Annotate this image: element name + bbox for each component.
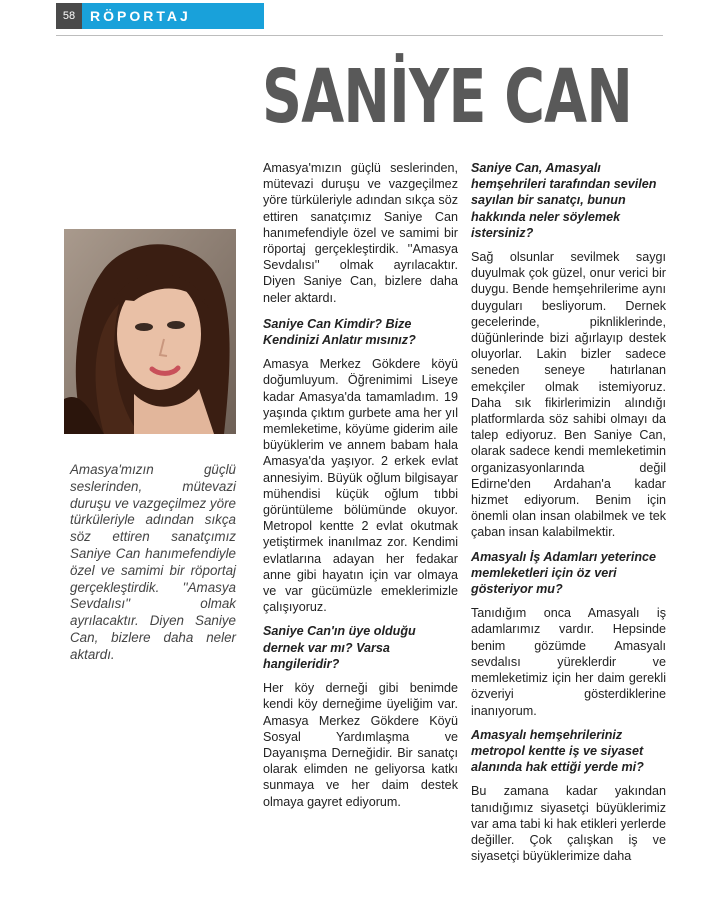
question-5: Amasyalı hemşehrileriniz metropol kentte iş ve siyaset alanında hak ettiği yerde mi? [471, 727, 644, 775]
answer-2: Her köy derneği gibi benimde kendi köy derneğime üyeliğim var. Amasya Merkez Gökdere Köyü Sosyal Yardımlaşma ve Dayanışma Derneğidir. Bir sanatçı olarak elimden ne geliyorsa katkı sunmaya ve her daim destek olmaya gayret ediyorum. [263, 681, 458, 809]
question-3: Saniye Can, Amasyalı hemşehrileri tarafından sevilen sayılan bir sanatçı, bunun hakkında neler söylemek istersiniz? [471, 161, 657, 240]
article-title: SANİYE CAN [262, 54, 633, 140]
portrait-image [64, 229, 236, 434]
question-4: Amasyalı İş Adamları yeterince memleketleri için öz veri gösteriyor mu? [471, 549, 657, 597]
page-header [56, 3, 264, 29]
answer-5: Bu zamana kadar yakından tanıdığımız siyasetçi büyüklerimiz var ama tabi ki hak etikleri yerlerde değiller. Çok çalışkan iş ve siyasetçi büyüklerimize daha [471, 784, 666, 864]
portrait-photo [64, 229, 236, 434]
page-number: 58 [56, 3, 82, 29]
section-label: RÖPORTAJ [82, 3, 264, 29]
column-right [471, 160, 666, 872]
column-middle [263, 160, 458, 818]
answer-3: Sağ olsunlar sevilmek saygı duyulmak çok güzel, onur verici bir duygu. Bende hemşehrilerime aynı duyguları besliyorum. Dernek gecelerinde, piknliklerinde, düğünlerinde bizi ağırlayıp destek oluyorlar. Lakin bizler sadece seneden seneye hatırlanan emekçiler olmak istemiyoruz. Daha sık fikirlerimizin alındığı platformlarda söz sahibi olmayı da talep ediyoruz. Ben Saniye Can, olarak sadece kendi memleketimin organizasyonlarında değil Edirne'den Ardahan'a kadar hizmet ediyorum. Benim için önemli olan insan olabilmek ve tek çaban insan kalabilmektir. [471, 250, 666, 540]
article-intro: Amasya'mızın güçlü seslerinden, mütevazi duruşu ve vazgeçilmez yöre türküleriyle adından sıkça söz ettiren sanatçımız Saniye Can hanımefendiyle özel ve samimi bir röportaj gerçekleştirdik. ''Amasya Sevdalısı'' olmak ayrılacaktır. Diyen Saniye Can, bizlere daha neler aktardı. [263, 161, 458, 305]
answer-4: Tanıdığım onca Amasyalı iş adamlarımız vardır. Hepsinde benim gözümde Amasyalı sevdalısı yüreklerdir ve memleketimiz için her daim gerekli özveriyi gösterdiklerine inanıyorum. [471, 606, 666, 718]
photo-caption: Amasya'mızın güçlü seslerinden, mütevazi duruşu ve vazgeçilmez yöre türküleriyle adından sıkça söz ettiren sanatçımız Saniye Can hanımefendiyle özel ve samimi bir röportaj gerçekleştirdik. ''Amasya Sevdalısı'' olmak ayrılacaktır. Diyen Saniye Can, bizlere daha neler aktardı. [70, 462, 236, 662]
header-divider [56, 35, 663, 36]
question-1: Saniye Can Kimdir? Bize Kendinizi Anlatır mısınız? [263, 316, 416, 348]
question-2: Saniye Can'ın üye olduğu dernek var mı? Varsa hangileridir? [263, 624, 416, 671]
answer-1: Amasya Merkez Gökdere köyü doğumluyum. Öğrenimimi Liseye kadar Amasya'da tamamladım. 19 yaşında çıktım gurbete ama her yıl memleketime, köyüme giderim aile büyüklerim ve annem babam hala Amasya'da yaşıyor. 2 erkek evlat annesiyim. Büyük oğlum bilgisayar mühendisi küçük oğlum tıbbi görüntüleme bölümünde okuyor. Metropol kentte 2 evlat okutmak yetiştirmek inanılmaz zor. Kendimi evlatlarına adayan her fedakar anne gibi hayatın için var olmaya ve var gücümüzle emeklerimizle çalışıyoruz. [263, 357, 458, 615]
